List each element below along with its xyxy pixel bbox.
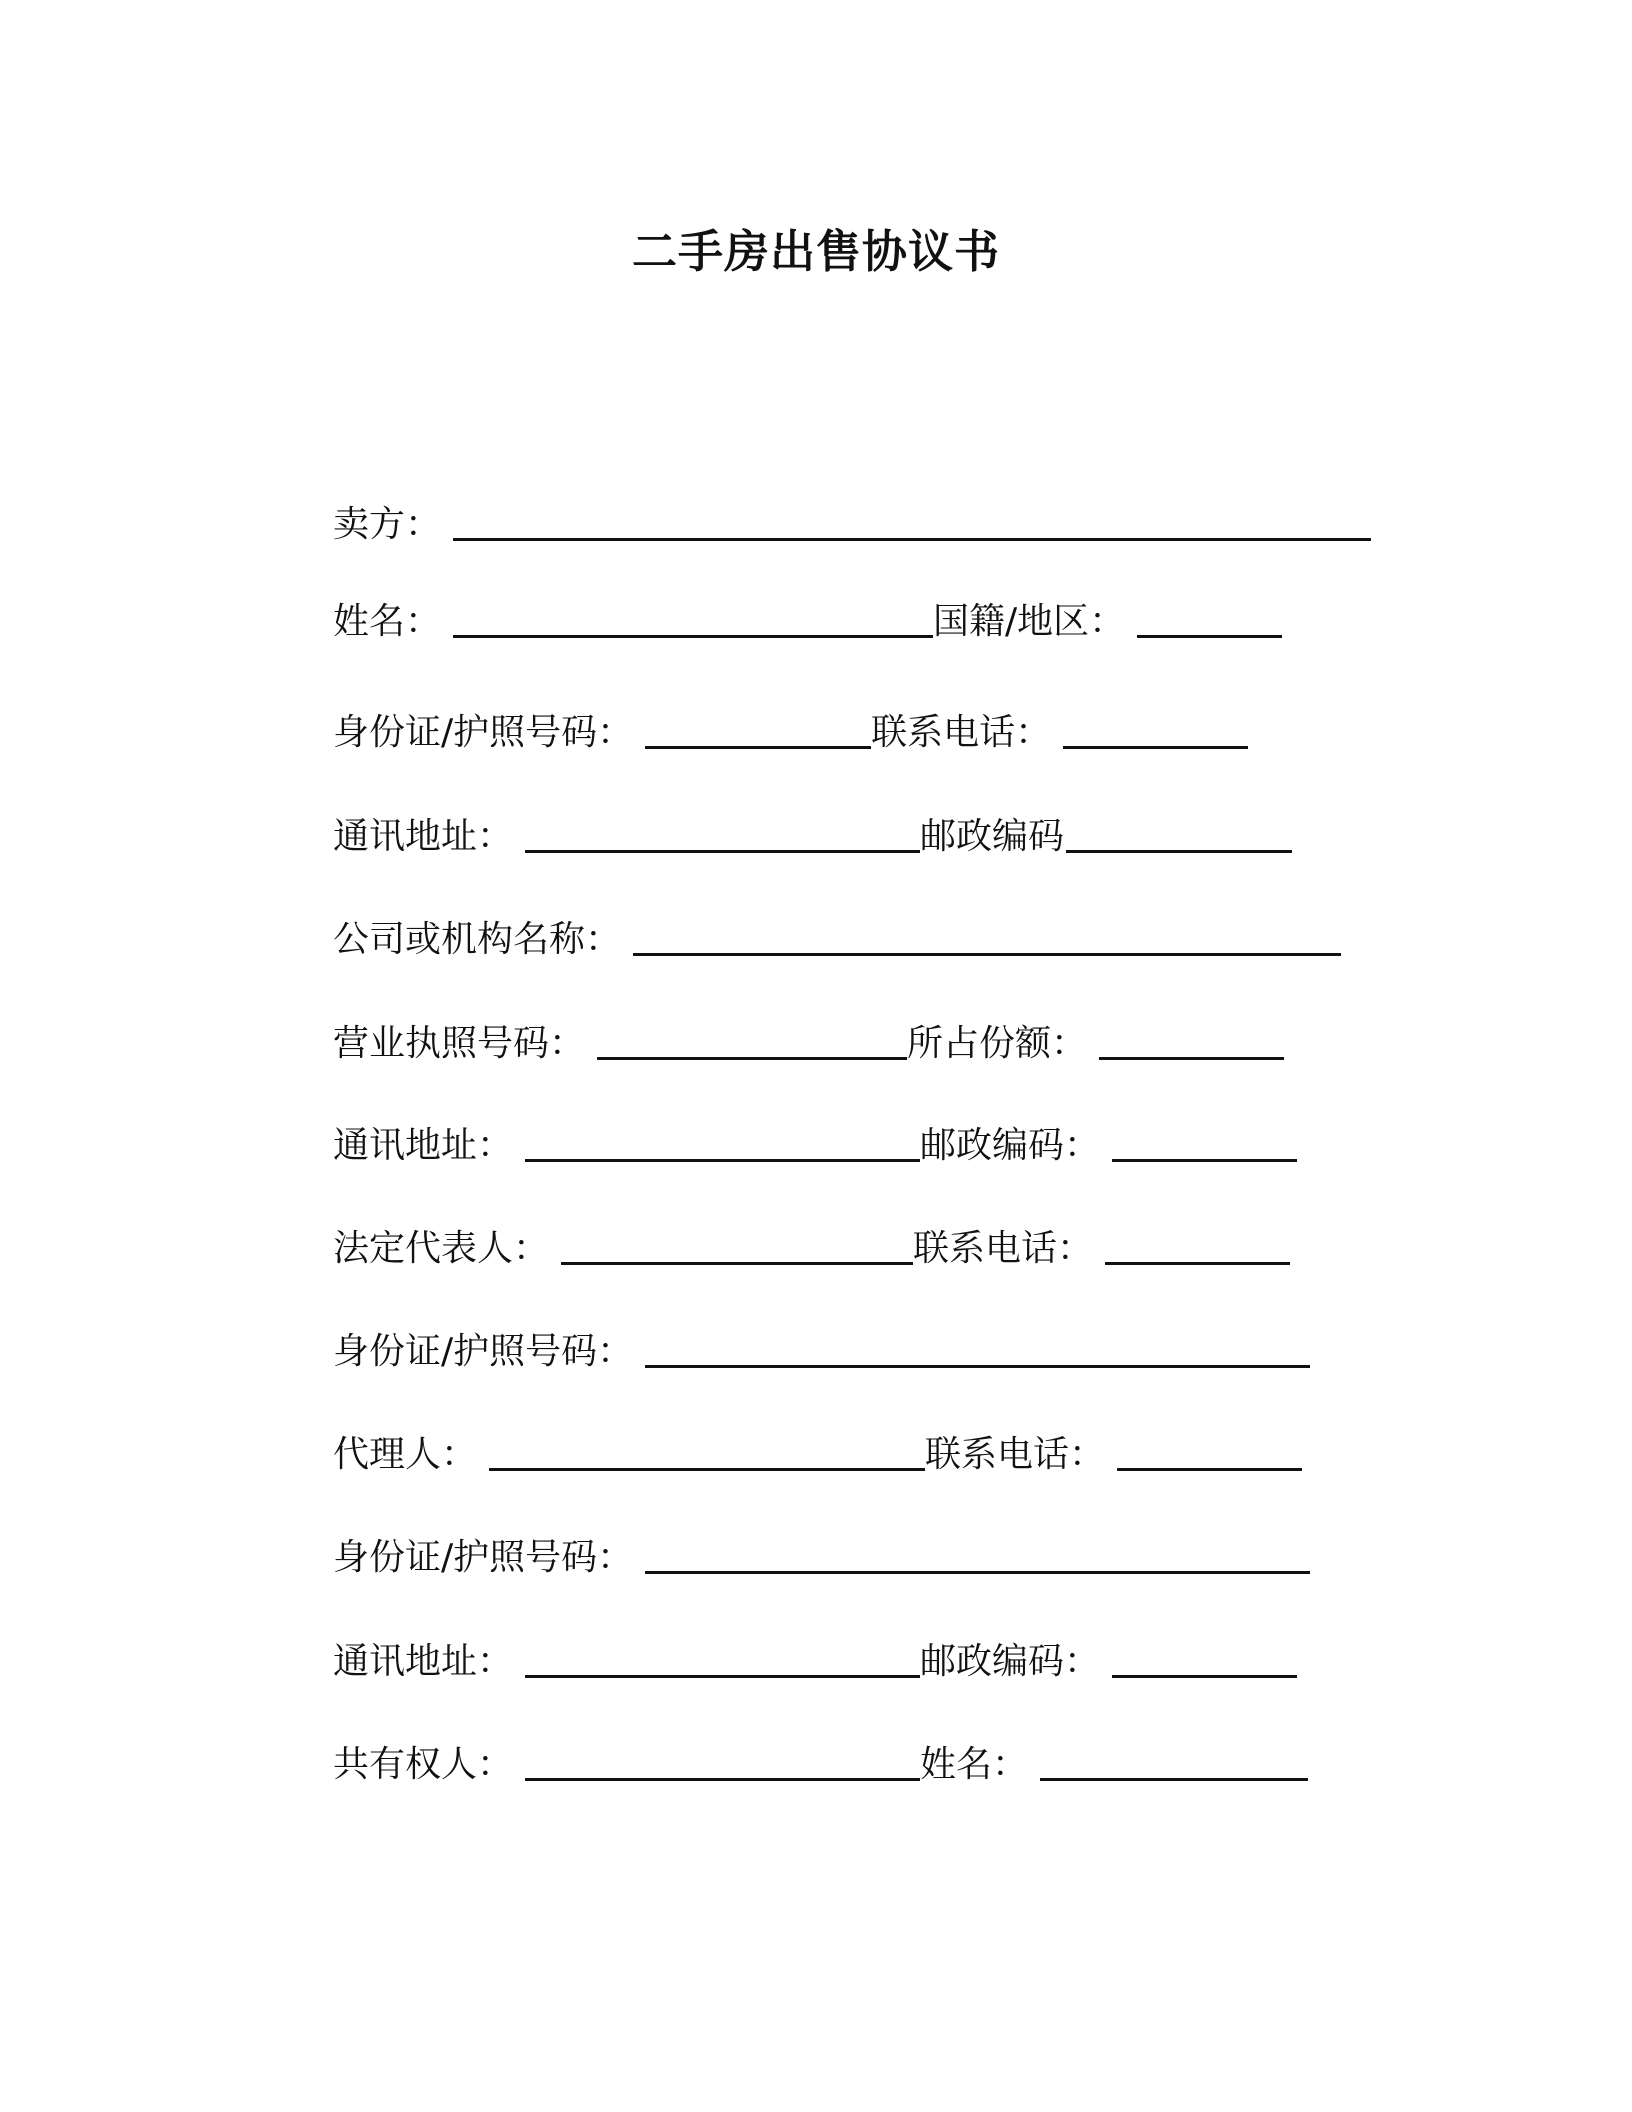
phone-label: 联系电话： <box>871 712 1052 753</box>
phone-blank[interactable] <box>1063 742 1248 749</box>
phone-blank[interactable] <box>1117 1464 1302 1471</box>
postal-code-blank[interactable] <box>1112 1671 1297 1678</box>
name-blank[interactable] <box>1040 1774 1308 1781</box>
agent-blank[interactable] <box>489 1464 925 1471</box>
seller-blank[interactable] <box>453 534 1371 541</box>
company-name-blank[interactable] <box>633 949 1341 956</box>
phone-label: 联系电话： <box>925 1434 1106 1475</box>
address-label: 通讯地址： <box>333 1641 514 1682</box>
postal-code-blank[interactable] <box>1066 846 1292 853</box>
name-blank[interactable] <box>453 631 933 638</box>
agent-address-row <box>333 1637 1297 1687</box>
address-blank[interactable] <box>525 846 920 853</box>
id-passport-label: 身份证/护照号码： <box>333 712 634 753</box>
postal-code-label: 邮政编码： <box>920 1641 1101 1682</box>
company-name-label: 公司或机构名称： <box>333 919 622 960</box>
phone-label: 联系电话： <box>913 1228 1094 1269</box>
document-title: 二手房出售协议书 <box>631 225 1000 278</box>
legal-rep-id-row <box>333 1327 1310 1377</box>
license-no-label: 营业执照号码： <box>333 1023 586 1064</box>
postal-code-label: 邮政编码： <box>920 1125 1101 1166</box>
nationality-label: 国籍/地区： <box>933 601 1126 642</box>
nationality-blank[interactable] <box>1137 631 1282 638</box>
postal-code-label: 邮政编码 <box>920 816 1065 857</box>
seller-row <box>333 500 1371 550</box>
address-blank[interactable] <box>525 1671 920 1678</box>
legal-rep-label: 法定代表人： <box>333 1228 550 1269</box>
license-row <box>333 1019 1284 1069</box>
co-owner-row <box>333 1740 1308 1790</box>
license-no-blank[interactable] <box>597 1053 907 1060</box>
co-owner-blank[interactable] <box>525 1774 920 1781</box>
id-passport-blank[interactable] <box>645 742 871 749</box>
share-blank[interactable] <box>1099 1053 1284 1060</box>
agent-row <box>333 1430 1302 1480</box>
id-passport-label: 身份证/护照号码： <box>333 1331 634 1372</box>
share-label: 所占份额： <box>907 1023 1088 1064</box>
company-row <box>333 915 1341 965</box>
agent-label: 代理人： <box>333 1434 478 1475</box>
company-address-row <box>333 1121 1297 1171</box>
id-passport-blank[interactable] <box>645 1567 1310 1574</box>
phone-blank[interactable] <box>1105 1258 1290 1265</box>
agent-id-row <box>333 1533 1310 1583</box>
name-row <box>333 597 1282 647</box>
postal-code-blank[interactable] <box>1112 1155 1297 1162</box>
address-blank[interactable] <box>525 1155 920 1162</box>
legal-rep-row <box>333 1224 1290 1274</box>
address-label: 通讯地址： <box>333 1125 514 1166</box>
seller-label: 卖方： <box>333 504 442 545</box>
id-passport-blank[interactable] <box>645 1361 1310 1368</box>
seller-id-row <box>333 708 1248 758</box>
id-passport-label: 身份证/护照号码： <box>333 1537 634 1578</box>
seller-address-row <box>333 812 1292 862</box>
name-label: 姓名： <box>333 601 442 642</box>
co-owner-label: 共有权人： <box>333 1744 514 1785</box>
legal-rep-blank[interactable] <box>561 1258 913 1265</box>
name-label: 姓名： <box>920 1744 1029 1785</box>
address-label: 通讯地址： <box>333 816 514 857</box>
